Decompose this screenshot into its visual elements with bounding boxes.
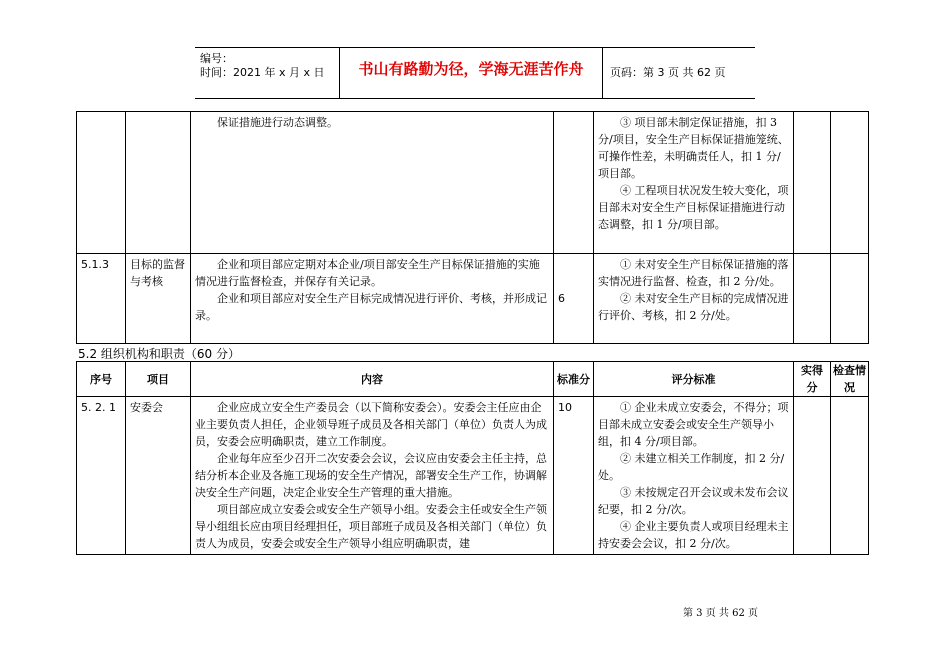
criteria-item: ④ 企业主要负责人或项目经理未主持安委会会议，扣 2 分/次。 [598, 520, 789, 550]
row-actual-score [794, 397, 831, 555]
column-header-number: 序号 [77, 362, 126, 397]
table-row [77, 397, 869, 555]
table-section-5-2 [76, 361, 869, 555]
column-header-actual-score: 实得分 [794, 362, 831, 397]
table-header-row [77, 362, 869, 397]
row-criteria [594, 397, 794, 555]
row-number [77, 112, 126, 254]
row-criteria [594, 112, 794, 254]
time-label: 时间：2021 年 x 月 x 日 [200, 66, 325, 79]
header-motto: 书山有路勤为径，学海无涯苦作舟 [358, 60, 584, 78]
criteria-item: ③ 项目部未制定保证措施，扣 3 分/项目，安全生产目标保证措施笼统、可操作性差，未明确责任人，扣 1 分/项目部。 [598, 116, 789, 180]
section-title: 5.2 组织机构和职责（60 分） [78, 347, 240, 361]
row-item: 安委会 [126, 397, 191, 555]
row-content [191, 397, 554, 555]
criteria-item: ① 未对安全生产目标保证措施的落实情况进行监督、检查，扣 2 分/处。 [598, 258, 789, 288]
number-label: 编号： [200, 52, 233, 65]
criteria-item: ③ 未按规定召开会议或未发布会议纪要，扣 2 分/次。 [598, 486, 789, 516]
page-footer: 第 3 页 共 62 页 [683, 608, 758, 619]
row-content [191, 112, 554, 254]
criteria-item: ② 未建立相关工作制度，扣 2 分/处。 [598, 452, 785, 482]
row-actual-score [794, 254, 831, 344]
row-actual-score [794, 112, 831, 254]
row-check-status [831, 112, 869, 254]
table-section-5-1 [76, 111, 869, 344]
column-header-check-status: 检查情况 [831, 362, 869, 397]
column-header-content: 内容 [191, 362, 554, 397]
table-row [77, 254, 869, 344]
header-divider [602, 47, 603, 98]
criteria-item: ④ 工程项目状况发生较大变化，项目部未对安全生产目标保证措施进行动态调整，扣 1 分/项目部。 [598, 184, 789, 231]
row-criteria [594, 254, 794, 344]
row-number: 5.1.3 [77, 254, 126, 344]
header-page-code: 页码：第 3 页 共 62 页 [610, 66, 726, 79]
column-header-standard-score: 标准分 [554, 362, 594, 397]
content-paragraph: 企业应成立安全生产委员会（以下简称安委会）。安委会主任应由企业主要负责人担任，企业领导班子成员及各相关部门（单位）负责人为成员，安委会应明确职责，建立工作制度。 [195, 401, 547, 448]
content-paragraph: 企业和项目部应对安全生产目标完成情况进行评价、考核，并形成记录。 [195, 292, 547, 322]
content-paragraph: 企业和项目部应定期对本企业/项目部安全生产目标保证措施的实施情况进行监督检查，并保存有关记录。 [195, 258, 540, 288]
row-item: 目标的监督与考核 [126, 254, 191, 344]
column-header-item: 项目 [126, 362, 191, 397]
row-check-status [831, 397, 869, 555]
row-standard-score: 10 [554, 397, 594, 555]
content-paragraph: 项目部应成立安委会或安全生产领导小组。安委会主任或安全生产领导小组组长应由项目经理担任，项目部班子成员及各相关部门（单位）负责人为成员，安委会或安全生产领导小组应明确职责，建 [195, 503, 547, 550]
row-item [126, 112, 191, 254]
row-standard-score [554, 112, 594, 254]
header-meta [200, 52, 325, 80]
criteria-item: ② 未对安全生产目标的完成情况进行评价、考核，扣 2 分/处。 [598, 292, 789, 322]
row-content [191, 254, 554, 344]
content-paragraph: 企业每年应至少召开二次安委会会议，会议应由安委会主任主持，总结分析本企业及各施工现场的安全生产情况，部署安全生产工作，协调解决安全生产问题，决定企业安全生产管理的重大措施。 [195, 452, 547, 499]
content-paragraph: 保证措施进行动态调整。 [217, 116, 338, 129]
column-header-criteria: 评分标准 [594, 362, 794, 397]
table-row [77, 112, 869, 254]
criteria-item: ① 企业未成立安委会，不得分；项目部未成立安委会或安全生产领导小组，扣 4 分/项目部。 [598, 401, 789, 448]
row-number: 5. 2. 1 [77, 397, 126, 555]
row-standard-score: 6 [554, 254, 594, 344]
row-check-status [831, 254, 869, 344]
